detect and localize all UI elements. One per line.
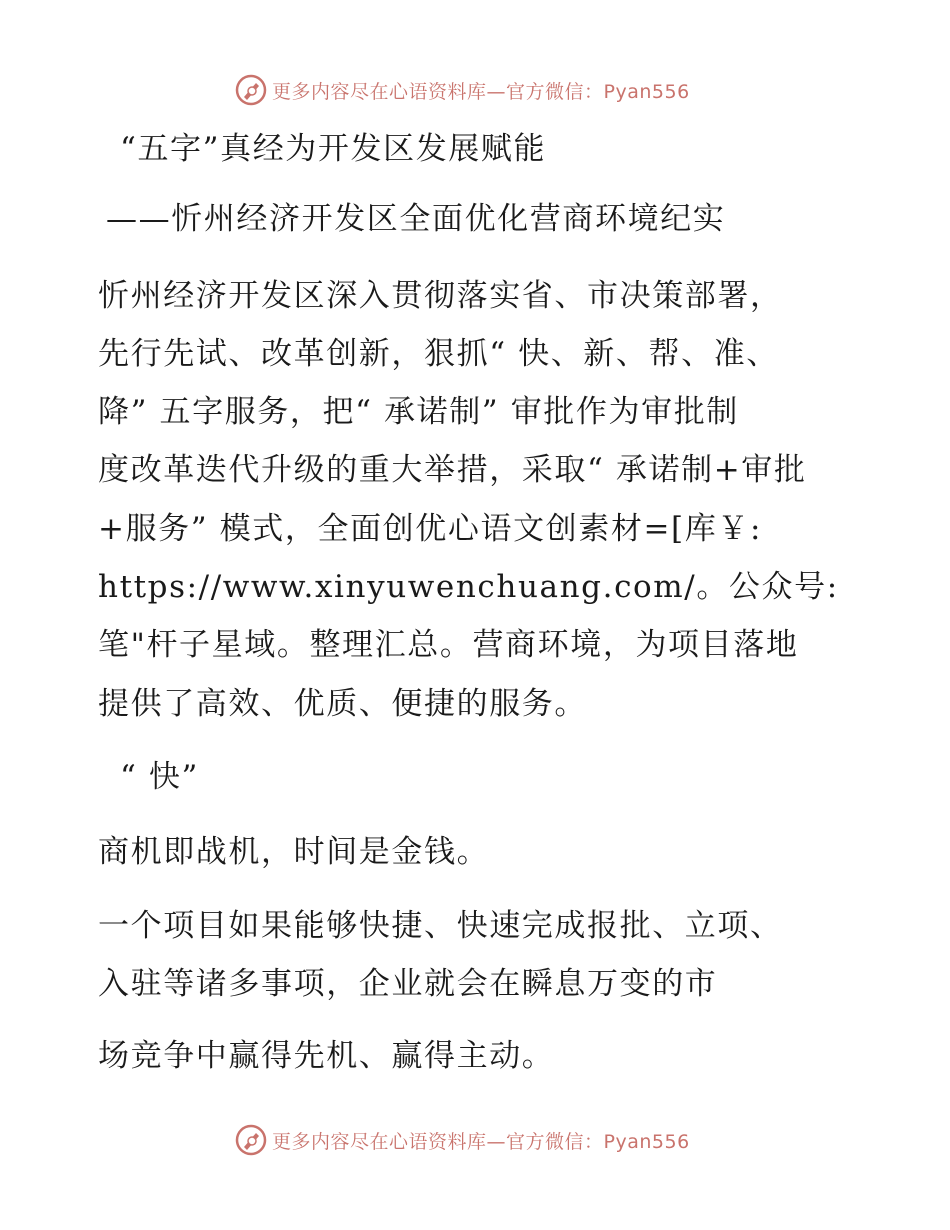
- section-heading-kuai: “ 快”: [120, 759, 199, 795]
- paragraph-line: 笔"杆子星域。整理汇总。营商环境，为项目落地: [98, 627, 799, 663]
- paragraph-line: 一个项目如果能够快捷、快速完成报批、立项、: [98, 908, 783, 944]
- header-watermark: [234, 72, 690, 108]
- paragraph-line: 商机即战机，时间是金钱。: [98, 834, 490, 870]
- footer-watermark: [234, 1122, 690, 1158]
- paragraph-line: 入驻等诸多事项，企业就会在瞬息万变的市: [98, 966, 718, 1002]
- paragraph-line: https://www.xinyuwenchuang.com/。公众号:: [98, 569, 839, 605]
- paragraph-line: +服务” 模式，全面创优心语文创素材=[库￥:: [98, 511, 762, 547]
- document-subtitle: ——忻州经济开发区全面优化营商环境纪实: [106, 201, 726, 237]
- watermark-text: 更多内容尽在心语资料库—官方微信：Pyan556: [272, 1130, 690, 1153]
- paragraph-line: 降” 五字服务，把“ 承诺制” 审批作为审批制: [98, 394, 739, 430]
- paragraph-line: 先行先试、改革创新，狠抓“ 快、新、帮、准、: [98, 336, 779, 372]
- pen-logo-icon: [234, 1123, 268, 1157]
- document-title: “五字”真经为开发区发展赋能: [120, 131, 547, 167]
- paragraph-line: 度改革迭代升级的重大举措，采取“ 承诺制+审批: [98, 452, 807, 488]
- pen-logo-icon: [234, 73, 268, 107]
- paragraph-line: 提供了高效、优质、便捷的服务。: [98, 686, 587, 722]
- watermark-text: 更多内容尽在心语资料库—官方微信：Pyan556: [272, 80, 690, 103]
- paragraph-line: 忻州经济开发区深入贯彻落实省、市决策部署，: [98, 278, 783, 314]
- paragraph-line: 场竞争中赢得先机、赢得主动。: [98, 1038, 555, 1074]
